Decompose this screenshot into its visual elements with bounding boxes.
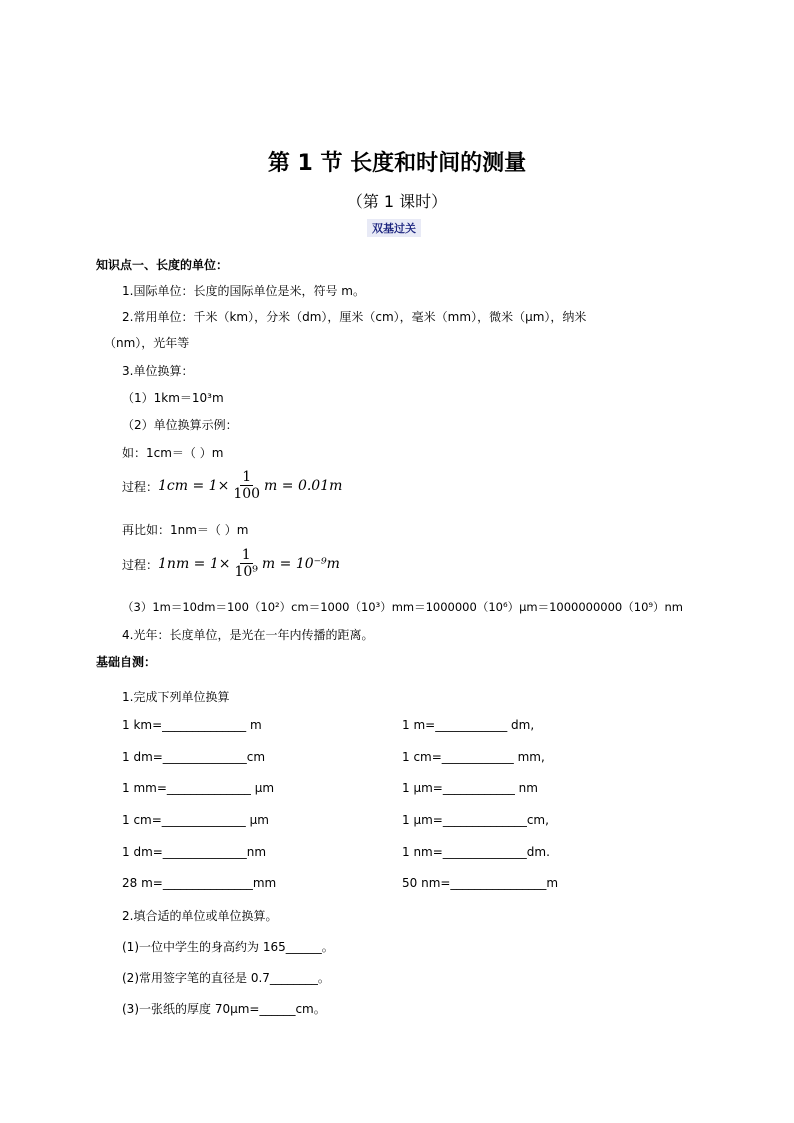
question-2-title: 2.填合适的单位或单位换算。 xyxy=(122,909,278,923)
process-cm-right: m = 0.01m xyxy=(264,478,343,494)
item-international-unit: 1.国际单位：长度的国际单位是米，符号 m。 xyxy=(122,284,365,298)
process-cm-left: 1cm = 1× xyxy=(158,478,230,494)
process-nm-left: 1nm = 1× xyxy=(158,556,231,572)
fraction-denominator: 10⁹ xyxy=(234,564,258,580)
conversion-right-2[interactable]: 1 cm=____________ mm, xyxy=(402,750,545,764)
process-nm xyxy=(122,548,340,580)
page-title: 第 1 节 长度和时间的测量 xyxy=(267,151,527,176)
conversion-left-5[interactable]: 1 dm=______________nm xyxy=(122,845,267,859)
question-2-item-1[interactable]: (1)一位中学生的身高约为 165______。 xyxy=(122,940,334,954)
conversion-left-1[interactable]: 1 km=______________ m xyxy=(122,718,262,732)
item-common-units-line1: 2.常用单位：千米（km），分米（dm），厘米（cm），毫米（mm），微米（μm），纳米 xyxy=(122,310,587,324)
conversion-left-3[interactable]: 1 mm=______________ μm xyxy=(122,781,275,795)
question-1-title: 1.完成下列单位换算 xyxy=(122,690,230,704)
fraction-denominator: 100 xyxy=(233,486,261,502)
process-label: 过程： xyxy=(122,479,159,494)
self-test-heading: 基础自测： xyxy=(96,655,157,669)
conversion-km: （1）1km＝10³m xyxy=(122,391,224,405)
process-cm xyxy=(122,470,342,502)
conversion-left-6[interactable]: 28 m=_______________mm xyxy=(122,876,277,890)
item-conversion-heading: 3.单位换算： xyxy=(122,364,194,378)
fraction-one-billionth xyxy=(232,548,259,580)
fraction-one-hundredth xyxy=(231,470,262,502)
question-2-item-2[interactable]: (2)常用签字笔的直径是 0.7________。 xyxy=(122,971,330,985)
item-light-year: 4.光年：长度单位，是光在一年内传播的距离。 xyxy=(122,628,374,642)
conversion-right-3[interactable]: 1 μm=____________ nm xyxy=(402,781,538,795)
item-common-units-line2: （nm），光年等 xyxy=(104,336,190,350)
fraction-numerator: 1 xyxy=(242,469,252,485)
conversion-example-heading: （2）单位换算示例： xyxy=(122,418,238,432)
conversion-right-5[interactable]: 1 nm=______________dm. xyxy=(402,845,550,859)
conversion-right-4[interactable]: 1 μm=______________cm, xyxy=(402,813,549,827)
process-label: 过程： xyxy=(122,557,159,572)
example-cm: 如：1cm＝（ ）m xyxy=(122,446,224,460)
lesson-subtitle: （第 1 课时） xyxy=(346,192,448,211)
example-nm: 再比如：1nm＝（ ）m xyxy=(122,523,249,537)
question-2-item-3[interactable]: (3)一张纸的厚度 70μm=______cm。 xyxy=(122,1002,326,1016)
process-nm-right: m = 10⁻⁹m xyxy=(261,556,340,572)
conversion-left-2[interactable]: 1 dm=______________cm xyxy=(122,750,266,764)
knowledge-heading: 知识点一、长度的单位： xyxy=(96,258,229,272)
conversion-right-6[interactable]: 50 nm=________________m xyxy=(402,876,559,890)
conversion-left-4[interactable]: 1 cm=______________ μm xyxy=(122,813,269,827)
fraction-numerator: 1 xyxy=(241,547,251,563)
conversion-meter-chain: （3）1m＝10dm＝100（10²）cm＝1000（10³）mm＝1000000（10⁶）μm＝1000000000（10⁹）nm xyxy=(122,600,683,614)
section-tag: 双基过关 xyxy=(367,219,421,237)
conversion-right-1[interactable]: 1 m=____________ dm, xyxy=(402,718,535,732)
